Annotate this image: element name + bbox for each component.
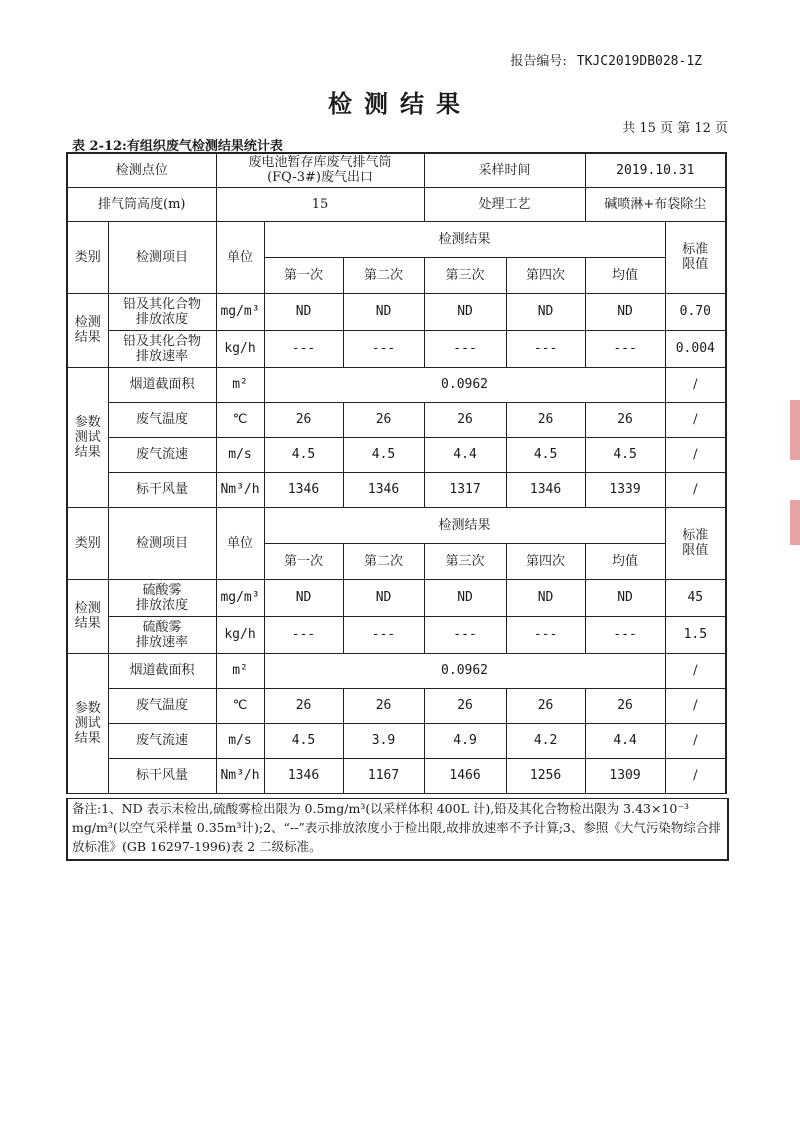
item-name: 废气温度	[108, 402, 216, 437]
report-number-value: TKJC2019DB028-1Z	[576, 54, 702, 69]
header-run: 均值	[585, 257, 665, 293]
value-cell: 26	[506, 402, 585, 437]
unit: kg/h	[216, 616, 264, 653]
header-run: 第三次	[424, 543, 506, 579]
value-cell: 1346	[506, 472, 585, 507]
table-row	[67, 437, 726, 472]
value-cell: 26	[585, 402, 665, 437]
value-cell: 26	[343, 402, 424, 437]
header-run: 第四次	[506, 543, 585, 579]
unit: ℃	[216, 688, 264, 723]
value-cell: 4.9	[424, 723, 506, 758]
height-value: 15	[216, 187, 424, 221]
value-cell: ND	[506, 293, 585, 330]
point-label: 检测点位	[67, 153, 216, 187]
item-name: 烟道截面积	[108, 367, 216, 402]
table-row	[67, 153, 726, 187]
item-name: 标干风量	[108, 472, 216, 507]
notes: 备注:1、ND 表示未检出,硫酸雾检出限为 0.5mg/m³(以采样体积 400L 计),铅及其化合物检出限为 3.43×10⁻³ mg/m³(以空气采样量 0.35m³计);2、“--”表示排放浓度小于检出限,故排放速率不予计算;3、参照《大气污染物综合排放标准》(GB 16297-1996)表 2 二级标准。	[66, 798, 729, 861]
item-name: 标干风量	[108, 758, 216, 793]
value-cell: 4.4	[424, 437, 506, 472]
report-number-label: 报告编号:	[510, 54, 567, 69]
page-title: 检测结果	[328, 89, 472, 118]
limit-value: /	[665, 758, 726, 793]
value-cell: 26	[424, 688, 506, 723]
unit: m/s	[216, 723, 264, 758]
unit: Nm³/h	[216, 472, 264, 507]
value-cell: ---	[343, 330, 424, 367]
value-cell: ---	[264, 330, 343, 367]
param-group-label: 参数 测试 结果	[67, 653, 108, 793]
table-row	[67, 402, 726, 437]
area-value: 0.0962	[264, 653, 665, 688]
table-row	[67, 293, 726, 330]
value-cell: 4.5	[585, 437, 665, 472]
header-run: 第一次	[264, 257, 343, 293]
header-run: 第三次	[424, 257, 506, 293]
unit: Nm³/h	[216, 758, 264, 793]
header-run: 均值	[585, 543, 665, 579]
value-cell: 4.5	[506, 437, 585, 472]
item-name: 废气流速	[108, 723, 216, 758]
limit-value: /	[665, 688, 726, 723]
point-value: 废电池暂存库废气排气筒 (FQ-3#)废气出口	[216, 153, 424, 187]
value-cell: 1317	[424, 472, 506, 507]
header-item: 检测项目	[108, 507, 216, 579]
item-name: 废气流速	[108, 437, 216, 472]
header-category: 类别	[67, 507, 108, 579]
table-row	[67, 472, 726, 507]
unit: m²	[216, 653, 264, 688]
stamp-mark	[790, 500, 800, 545]
table-row	[67, 688, 726, 723]
time-value: 2019.10.31	[585, 153, 726, 187]
param-group-label: 参数 测试 结果	[67, 367, 108, 507]
table-row	[67, 507, 726, 543]
result-group-label: 检测 结果	[67, 293, 108, 367]
value-cell: 3.9	[343, 723, 424, 758]
table-row	[67, 330, 726, 367]
value-cell: ND	[343, 293, 424, 330]
table-row	[67, 187, 726, 221]
unit: mg/m³	[216, 579, 264, 616]
limit-value: 0.70	[665, 293, 726, 330]
unit: kg/h	[216, 330, 264, 367]
value-cell: 1339	[585, 472, 665, 507]
limit-value: 45	[665, 579, 726, 616]
limit-value: /	[665, 437, 726, 472]
header-run: 第二次	[343, 543, 424, 579]
item-name: 硫酸雾 排放浓度	[108, 579, 216, 616]
value-cell: ---	[506, 616, 585, 653]
value-cell: ---	[343, 616, 424, 653]
value-cell: 4.4	[585, 723, 665, 758]
value-cell: ---	[506, 330, 585, 367]
table-row	[67, 758, 726, 793]
header-limit: 标准 限值	[665, 507, 726, 579]
value-cell: ND	[585, 579, 665, 616]
item-name: 烟道截面积	[108, 653, 216, 688]
item-name: 硫酸雾 排放速率	[108, 616, 216, 653]
value-cell: 1346	[264, 472, 343, 507]
limit-value: /	[665, 367, 726, 402]
table-row	[67, 367, 726, 402]
table-row	[67, 579, 726, 616]
value-cell: 26	[264, 402, 343, 437]
header-unit: 单位	[216, 507, 264, 579]
limit-value: /	[665, 402, 726, 437]
value-cell: 4.5	[264, 437, 343, 472]
unit: mg/m³	[216, 293, 264, 330]
value-cell: ND	[585, 293, 665, 330]
value-cell: 26	[585, 688, 665, 723]
process-value: 碱喷淋+布袋除尘	[585, 187, 726, 221]
item-name: 铅及其化合物 排放速率	[108, 330, 216, 367]
unit: m²	[216, 367, 264, 402]
limit-value: /	[665, 472, 726, 507]
table-row	[67, 221, 726, 257]
value-cell: ND	[343, 579, 424, 616]
value-cell: ---	[424, 616, 506, 653]
value-cell: 26	[506, 688, 585, 723]
value-cell: 26	[424, 402, 506, 437]
value-cell: ---	[585, 330, 665, 367]
value-cell: 1309	[585, 758, 665, 793]
header-results: 检测结果	[264, 507, 665, 543]
item-name: 废气温度	[108, 688, 216, 723]
value-cell: 4.5	[343, 437, 424, 472]
value-cell: ND	[264, 579, 343, 616]
limit-value: /	[665, 653, 726, 688]
value-cell: 1256	[506, 758, 585, 793]
page-info: 共 15 页 第 12 页	[622, 121, 728, 136]
value-cell: 4.2	[506, 723, 585, 758]
value-cell: ND	[424, 579, 506, 616]
value-cell: ---	[424, 330, 506, 367]
value-cell: ---	[264, 616, 343, 653]
header-category: 类别	[67, 221, 108, 293]
value-cell: 26	[264, 688, 343, 723]
results-table	[66, 152, 727, 794]
value-cell: 26	[343, 688, 424, 723]
value-cell: 1346	[264, 758, 343, 793]
value-cell: 1167	[343, 758, 424, 793]
header-limit: 标准 限值	[665, 221, 726, 293]
unit: ℃	[216, 402, 264, 437]
value-cell: 1466	[424, 758, 506, 793]
header-item: 检测项目	[108, 221, 216, 293]
stamp-mark	[790, 400, 800, 460]
height-label: 排气筒高度(m)	[67, 187, 216, 221]
table-row	[67, 723, 726, 758]
header-run: 第四次	[506, 257, 585, 293]
unit: m/s	[216, 437, 264, 472]
header-results: 检测结果	[264, 221, 665, 257]
table-caption: 表 2-12:有组织废气检测结果统计表	[72, 139, 283, 154]
value-cell: ND	[264, 293, 343, 330]
table-row	[67, 616, 726, 653]
header-unit: 单位	[216, 221, 264, 293]
header-run: 第二次	[343, 257, 424, 293]
table-row	[67, 653, 726, 688]
result-group-label: 检测 结果	[67, 579, 108, 653]
value-cell: 1346	[343, 472, 424, 507]
limit-value: 1.5	[665, 616, 726, 653]
area-value: 0.0962	[264, 367, 665, 402]
process-label: 处理工艺	[424, 187, 585, 221]
limit-value: 0.004	[665, 330, 726, 367]
value-cell: ---	[585, 616, 665, 653]
item-name: 铅及其化合物 排放浓度	[108, 293, 216, 330]
value-cell: ND	[424, 293, 506, 330]
report-number	[510, 50, 702, 69]
limit-value: /	[665, 723, 726, 758]
value-cell: 4.5	[264, 723, 343, 758]
header-run: 第一次	[264, 543, 343, 579]
time-label: 采样时间	[424, 153, 585, 187]
value-cell: ND	[506, 579, 585, 616]
